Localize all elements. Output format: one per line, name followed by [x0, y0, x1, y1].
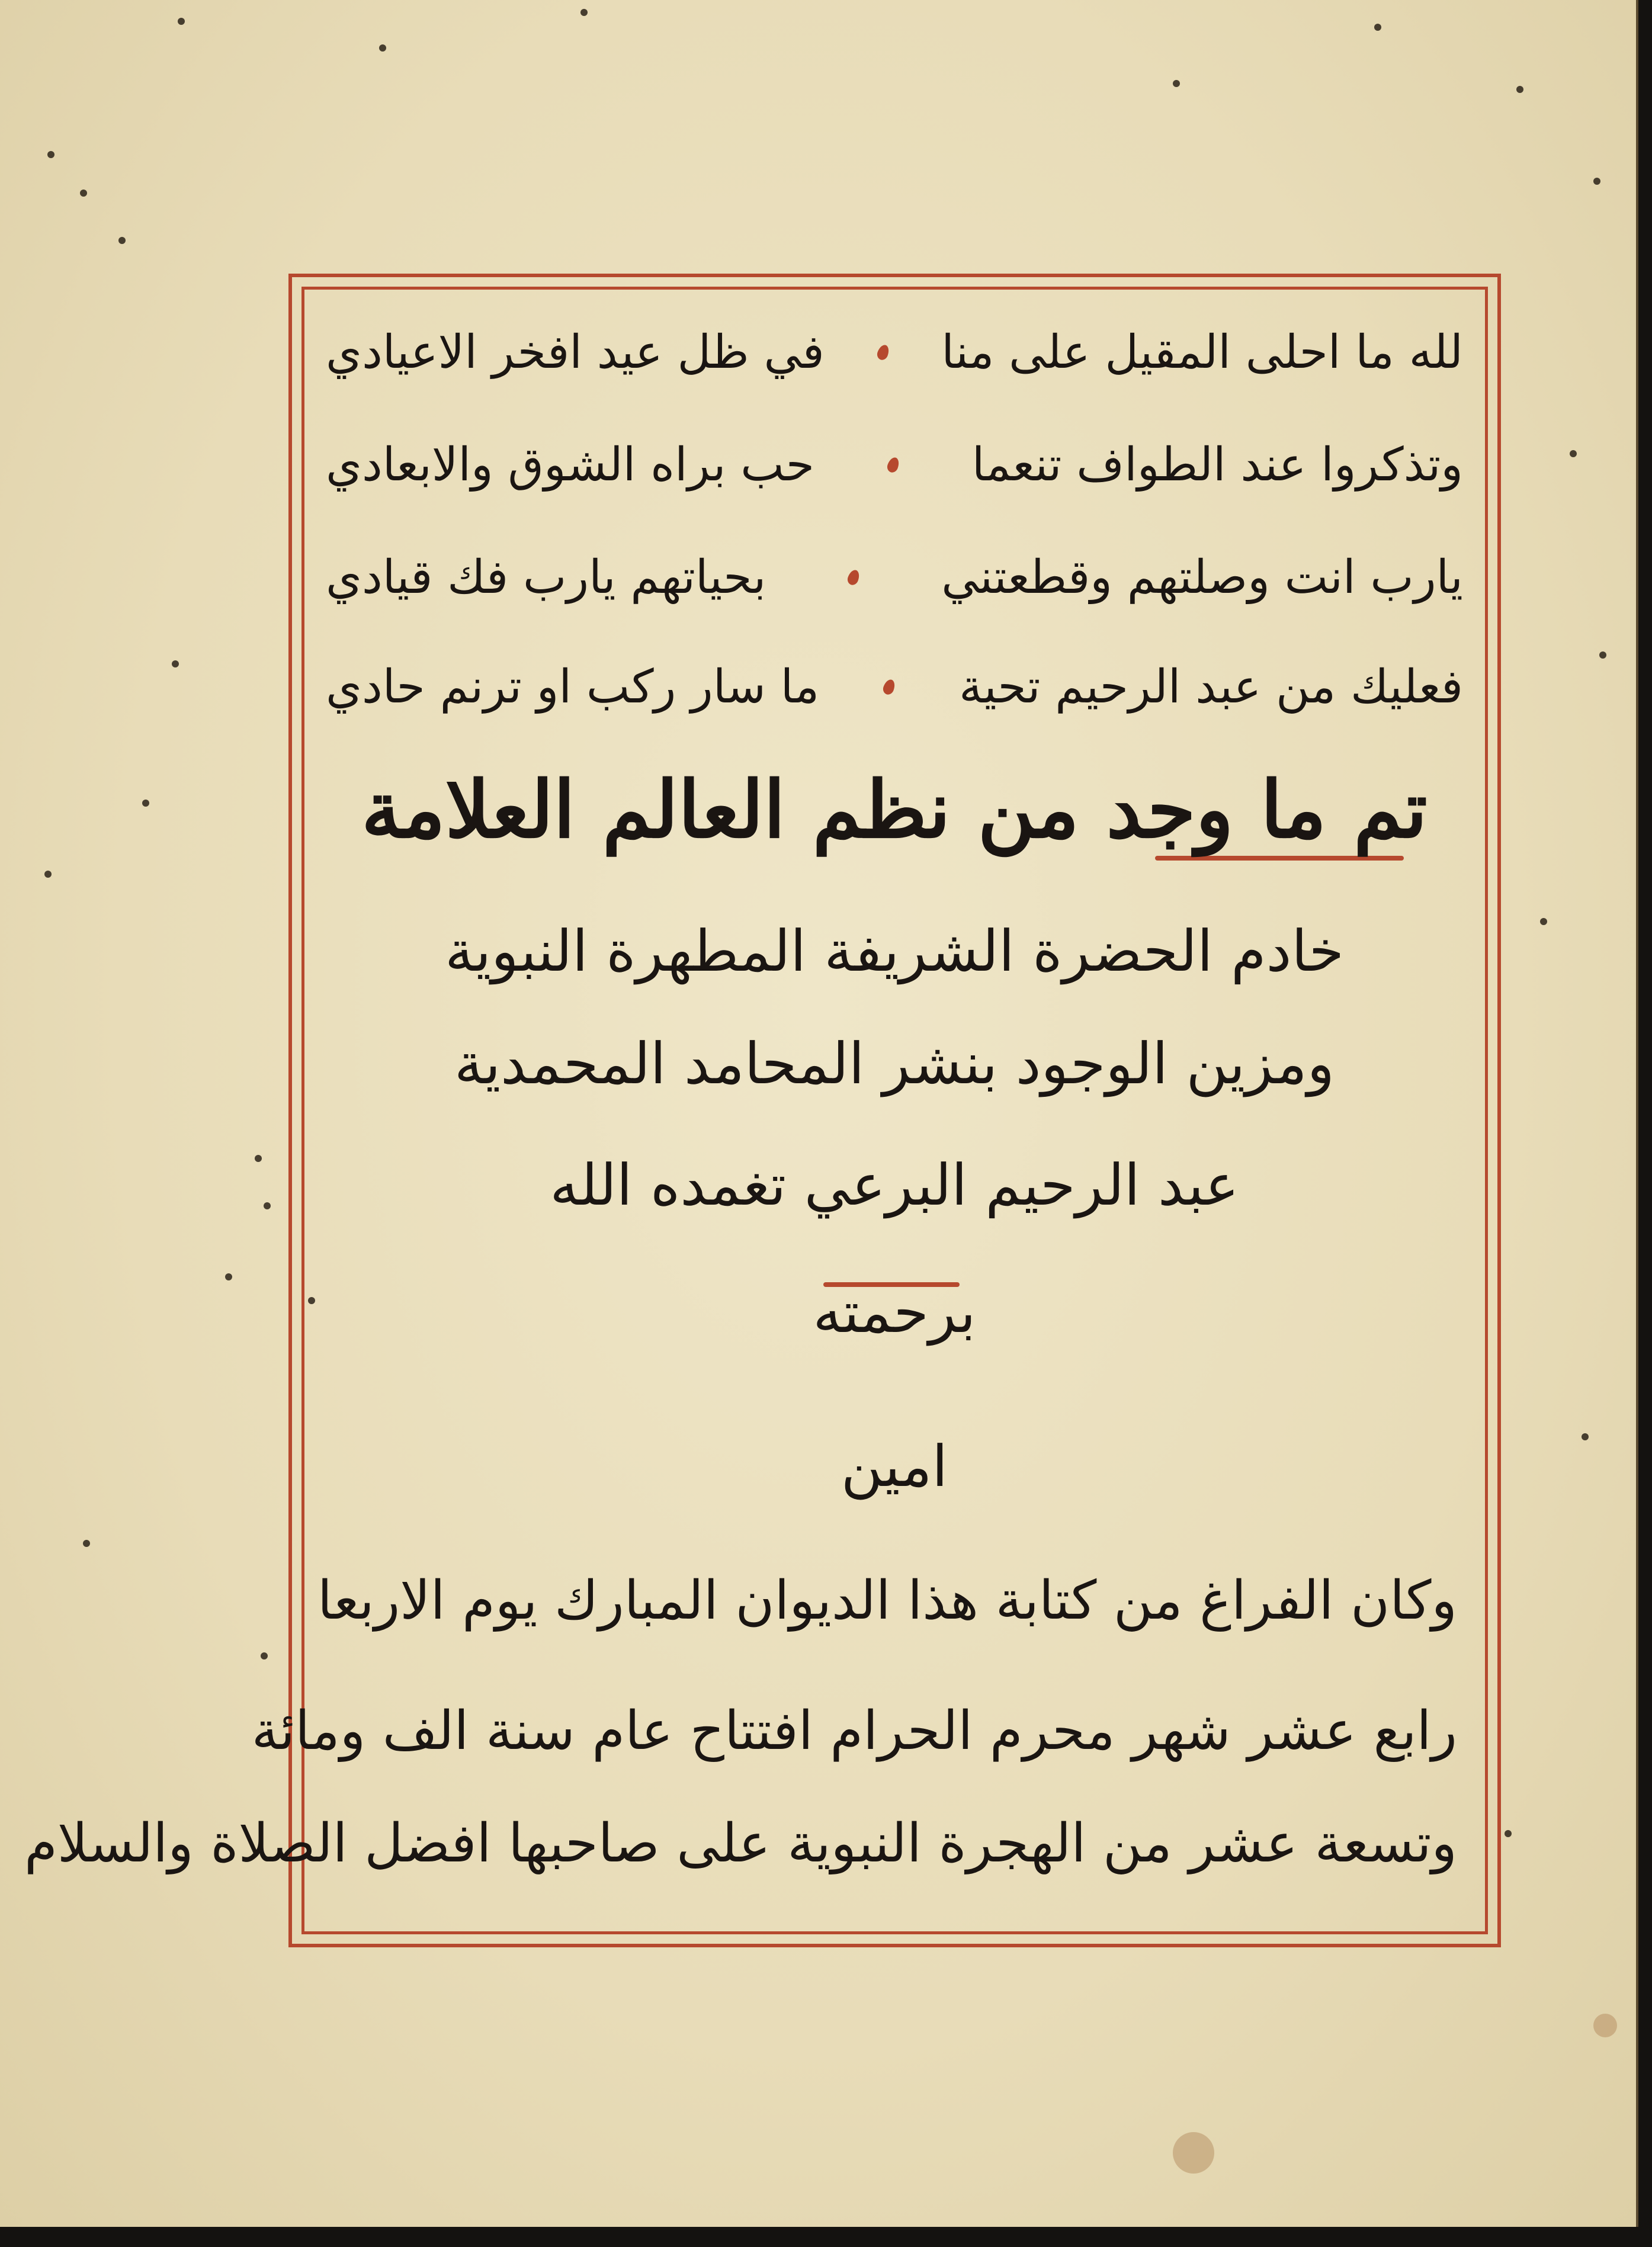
- wormhole-dot: [178, 18, 185, 25]
- wormhole-dot: [379, 44, 386, 52]
- verse-first-hemistich: وتذكروا عند الطواف تنعما: [971, 438, 1463, 492]
- verse-line: [326, 533, 1463, 622]
- wormhole-dot: [83, 1540, 90, 1547]
- wormhole-dot: [44, 871, 52, 878]
- verse-line: [326, 420, 1463, 509]
- wormhole-dot: [80, 190, 87, 197]
- verse-separator-mark: [886, 456, 901, 474]
- wormhole-dot: [47, 151, 54, 158]
- colophon-line: وكان الفراغ من كتابة هذا الديوان المبارك يوم الاربعا: [317, 1569, 1457, 1632]
- paper-stain: [1593, 2014, 1617, 2037]
- verse-first-hemistich: لله ما احلى المقيل على منا: [941, 326, 1463, 379]
- colophon-line: وتسعة عشر من الهجرة النبوية على صاحبها افضل الصلاة والسلام: [24, 1812, 1457, 1874]
- wormhole-dot: [261, 1652, 268, 1659]
- wormhole-dot: [1540, 918, 1547, 925]
- attribution-line: خادم الحضرة الشريفة المطهرة النبوية: [445, 918, 1344, 984]
- wormhole-dot: [580, 9, 588, 16]
- blessing-line: برحمته: [813, 1279, 976, 1346]
- verse-line: [326, 308, 1463, 397]
- wormhole-dot: [172, 660, 179, 667]
- verse-separator-mark: [875, 344, 891, 362]
- wormhole-dot: [255, 1155, 262, 1162]
- wormhole-dot: [1173, 80, 1180, 87]
- verse-line: [326, 643, 1463, 731]
- verse-separator-mark: [846, 569, 861, 587]
- rubric-underline: [1155, 856, 1404, 861]
- wormhole-dot: [1599, 651, 1606, 659]
- wormhole-dot: [1570, 450, 1577, 457]
- wormhole-dot: [142, 800, 149, 807]
- verse-separator-mark: [881, 678, 897, 696]
- wormhole-dot: [264, 1202, 271, 1209]
- paper-stain: [1173, 2132, 1214, 2174]
- attribution-line: ومزين الوجود بنشر المحامد المحمدية: [454, 1031, 1335, 1097]
- wormhole-dot: [1505, 1830, 1512, 1837]
- wormhole-dot: [1582, 1433, 1589, 1440]
- text-block: [24, 296, 1475, 1925]
- verse-first-hemistich: يارب انت وصلتهم وقطعتني: [941, 551, 1463, 604]
- wormhole-dot: [118, 237, 126, 244]
- wormhole-dot: [1374, 24, 1381, 31]
- amen-line: امين: [841, 1433, 948, 1500]
- wormhole-dot: [1516, 86, 1523, 93]
- verse-second-hemistich: حب براه الشوق والابعادي: [326, 438, 815, 492]
- verse-second-hemistich: ما سار ركب او ترنم حادي: [326, 660, 820, 714]
- verse-second-hemistich: بحياتهم يارب فك قيادي: [326, 551, 766, 604]
- wormhole-dot: [225, 1273, 232, 1280]
- wormhole-dot: [1593, 178, 1600, 185]
- heading-line: تم ما وجد من نظم العالم العلامة: [361, 764, 1428, 856]
- verse-second-hemistich: في ظل عيد افخر الاعيادي: [326, 326, 825, 379]
- colophon-line: رابع عشر شهر محرم الحرام افتتاح عام سنة الف ومائة: [251, 1700, 1457, 1762]
- verse-first-hemistich: فعليك من عبد الرحيم تحية: [959, 660, 1463, 714]
- author-name-line: عبد الرحيم البرعي تغمده الله: [550, 1152, 1239, 1218]
